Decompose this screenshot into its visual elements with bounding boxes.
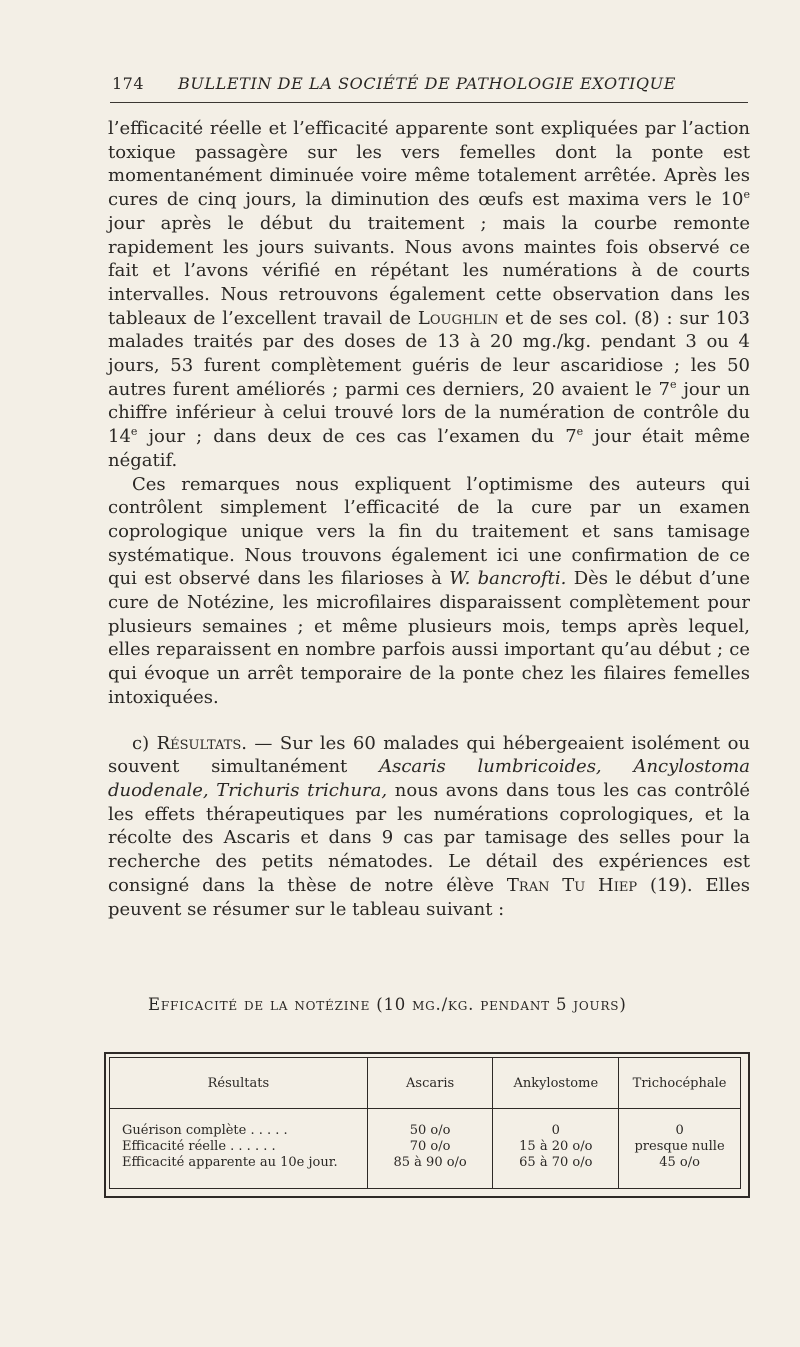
text-run: Dès le début d’une cure de Notézine, les microfilaires disparaissent complètement pour plusieurs semaines ; et même plusieurs mois, temps après lequel, elles reparaissent en nombre parfois aussi important qu’au début ; ce qui évoque un arrêt temporaire de la ponte chez les filaires femelles intoxiquées. — [108, 568, 750, 708]
species-names: Ascaris lumbricoides, Ancylostoma duodenale, Trichuris trichura, — [108, 756, 750, 801]
results-table-frame — [104, 1052, 750, 1198]
text-run: (19). Elles peuvent se résumer sur le tableau suivant : — [108, 874, 750, 920]
paragraph-1 — [108, 117, 750, 473]
running-title: BULLETIN DE LA SOCIÉTÉ DE PATHOLOGIE EXOTIQUE — [178, 74, 676, 93]
text-run: jour après le début du traitement ; mais la courbe remonte rapidement les jours suivants. Nous avons maintes fois observé ce fait et l’avons vérifié en répétant les numérations à de courts intervalles. Nous retrouvons également cette observation dans les tableaux de l’excellent travail de — [108, 212, 750, 329]
ankylostome-cell — [493, 1109, 619, 1189]
row-label: Efficacité apparente au 10e jour. — [122, 1155, 338, 1170]
table-header-row — [110, 1058, 741, 1109]
body-text — [108, 117, 750, 921]
table-body-row — [110, 1109, 741, 1189]
ascaris-cell — [367, 1109, 493, 1189]
superscript: e — [576, 425, 584, 439]
table-value: 15 à 20 o/o — [519, 1139, 593, 1154]
row-labels-cell — [110, 1109, 368, 1189]
author-name: Loughlin — [417, 307, 499, 329]
table-value: 85 à 90 o/o — [393, 1155, 467, 1170]
section-heading: Résultats. — [156, 732, 247, 754]
text-run: jour était même négatif. — [108, 426, 750, 471]
table-value: 70 o/o — [409, 1139, 451, 1154]
results-table — [109, 1057, 741, 1189]
table-value: 45 o/o — [659, 1155, 700, 1170]
text-run: et de ses col. (8) : sur 103 malades traités par des doses de 13 à 20 mg./kg. pendant 3 ou 4 jours, 53 furent complètement guéris de leur ascaridiose ; les 50 autres furent améliorés ; parmi ces derniers, 20 avaient le 7 — [108, 307, 750, 400]
superscript: e — [743, 188, 750, 202]
table-value: 50 o/o — [409, 1123, 451, 1138]
text-run: nous avons dans tous les cas contrôlé les effets thérapeutiques par les numérations coprologiques, et la récolte des Ascaris et dans 9 cas par tamisage des selles pour la recherche des petits nématodes. Le détail des expériences est consigné dans la thèse de notre élève — [108, 779, 750, 896]
text-run: Ces remarques nous expliquent l’optimisme des auteurs qui contrôlent simplement l’efficacité de la cure par un examen coprologique unique vers la fin du traitement et sans tamisage systématique. Nous trouvons également ici une confirmation de ce qui est observé dans les filarioses à — [108, 473, 750, 590]
running-header — [112, 70, 748, 100]
column-header: Résultats — [110, 1058, 368, 1109]
species-name: W. bancrofti. — [449, 568, 567, 590]
text-run: jour un chiffre inférieur à celui trouvé lors de la numération de contrôle du 14 — [108, 378, 750, 448]
table-value: presque nulle — [634, 1139, 725, 1154]
text-run: jour ; dans deux de ces cas l’examen du 7 — [137, 426, 577, 448]
row-label: Guérison complète . . . . . — [122, 1123, 288, 1138]
column-header: Ascaris — [367, 1058, 493, 1109]
text-run: l’efficacité réelle et l’efficacité apparente sont expliquées par l’action toxique passagère sur les vers femelles dont la ponte est momentanément diminuée voire même totalement arrêtée. Après les cures de cinq jours, la diminution des œufs est maxima vers le 10 — [108, 118, 750, 211]
table-value: 0 — [551, 1123, 560, 1138]
column-header: Trichocéphale — [619, 1058, 741, 1109]
page-number: 174 — [112, 74, 145, 93]
column-header: Ankylostome — [493, 1058, 619, 1109]
paragraph-3 — [108, 732, 750, 922]
paragraph-2 — [108, 473, 750, 710]
table-caption: Efficacité de la notézine (10 mg./kg. pendant 5 jours) — [148, 995, 627, 1014]
trichocephale-cell — [619, 1109, 741, 1189]
row-label: Efficacité réelle . . . . . . — [122, 1139, 276, 1154]
text-run: — Sur les 60 malades qui hébergeaient isolément ou souvent simultanément — [108, 732, 750, 778]
section-label: c) — [132, 732, 150, 754]
superscript: e — [669, 377, 677, 391]
table-value: 0 — [675, 1123, 684, 1138]
superscript: e — [130, 425, 138, 439]
table-value: 65 à 70 o/o — [519, 1155, 593, 1170]
student-name: Tran Tu Hiep — [506, 874, 638, 896]
header-rule — [110, 102, 748, 103]
